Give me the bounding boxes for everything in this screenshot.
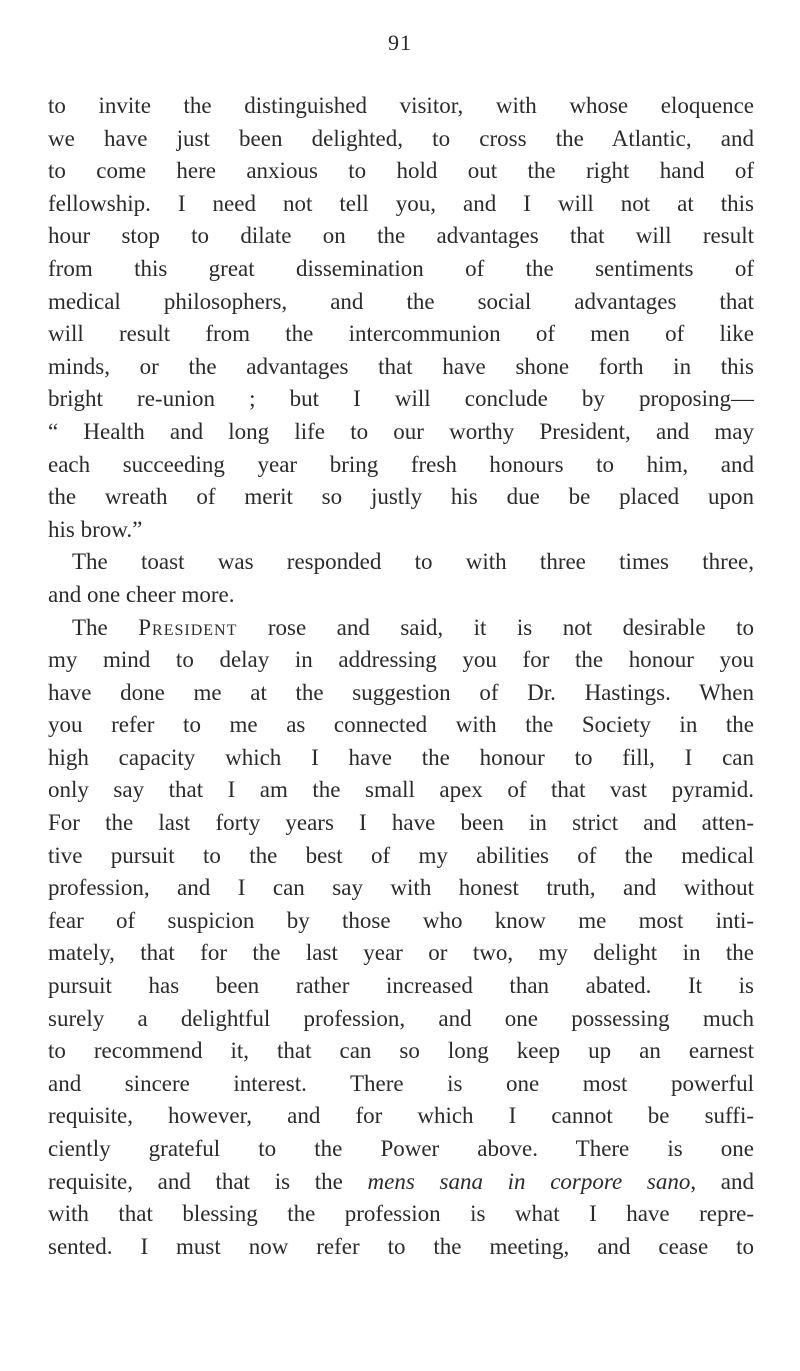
text-line: fellowship. I need not tell you, and I will not at this: [48, 190, 754, 216]
text-line: only say that I am the small apex of that vast pyramid.: [48, 777, 754, 803]
text-line: mately, that for the last year or two, my delight in the: [48, 940, 754, 966]
text-line: the wreath of merit so justly his due be placed upon: [48, 484, 754, 510]
text-line: high capacity which I have the honour to fill, I can: [48, 744, 754, 770]
text-line: to invite the distinguished visitor, with whose eloquence: [48, 93, 754, 118]
text-line: his brow.”: [48, 516, 143, 542]
text-line: we have just been delighted, to cross the Atlantic, and: [48, 125, 754, 151]
text-line-start: requisite, and that is the: [48, 1168, 368, 1194]
text-line: to recommend it, that can so long keep up an earnest: [48, 1038, 754, 1064]
text-line: medical philosophers, and the social advantages that: [48, 288, 754, 314]
text-line: from this great dissemination of the sentiments of: [48, 255, 754, 281]
text-line: The toast was responded to with three times three,: [72, 549, 754, 575]
text-line: surely a delightful profession, and one possessing much: [48, 1005, 754, 1031]
text-line: [48, 612, 754, 645]
speaker-name: President: [138, 614, 238, 640]
text-line: “ Health and long life to our worthy President, and may: [48, 418, 754, 444]
text-line: will result from the intercommunion of men of like: [48, 321, 754, 347]
text-line: and sincere interest. There is one most powerful: [48, 1070, 754, 1096]
text-line-end: , and: [690, 1168, 754, 1194]
page-number: 91: [388, 30, 412, 55]
text-line: ciently grateful to the Power above. There is one: [48, 1136, 754, 1161]
text-line: have done me at the suggestion of Dr. Hastings. When: [48, 679, 754, 705]
text-line: For the last forty years I have been in strict and atten-: [48, 810, 754, 836]
text-line: pursuit has been rather increased than abated. It is: [48, 973, 754, 999]
text-line: and one cheer more.: [48, 581, 235, 607]
text-line: my mind to delay in addressing you for the honour you: [48, 647, 754, 673]
text-line: tive pursuit to the best of my abilities of the medical: [48, 842, 754, 868]
text-line: with that blessing the profession is what I have repre-: [48, 1201, 754, 1227]
text-line: [48, 1166, 754, 1199]
text-line: minds, or the advantages that have shone forth in this: [48, 353, 754, 379]
text-line: each succeeding year bring fresh honours to him, and: [48, 451, 754, 477]
body-text: [48, 90, 754, 1263]
text-line-start: The: [72, 614, 139, 640]
text-line: profession, and I can say with honest truth, and without: [48, 875, 754, 901]
text-line: requisite, however, and for which I cannot be suffi-: [48, 1103, 754, 1129]
text-line: sented. I must now refer to the meeting, and cease to: [48, 1233, 754, 1259]
text-line: hour stop to dilate on the advantages that will result: [48, 223, 754, 249]
text-line: to come here anxious to hold out the right hand of: [48, 158, 754, 184]
text-line: you refer to me as connected with the Society in the: [48, 712, 754, 738]
text-line: bright re-union ; but I will conclude by proposing—: [48, 386, 754, 412]
text-line-end: rose and said, it is not desirable to: [237, 614, 754, 640]
latin-phrase: mens sana in corpore sano: [367, 1168, 691, 1194]
text-line: fear of suspicion by those who know me most inti-: [48, 907, 754, 933]
